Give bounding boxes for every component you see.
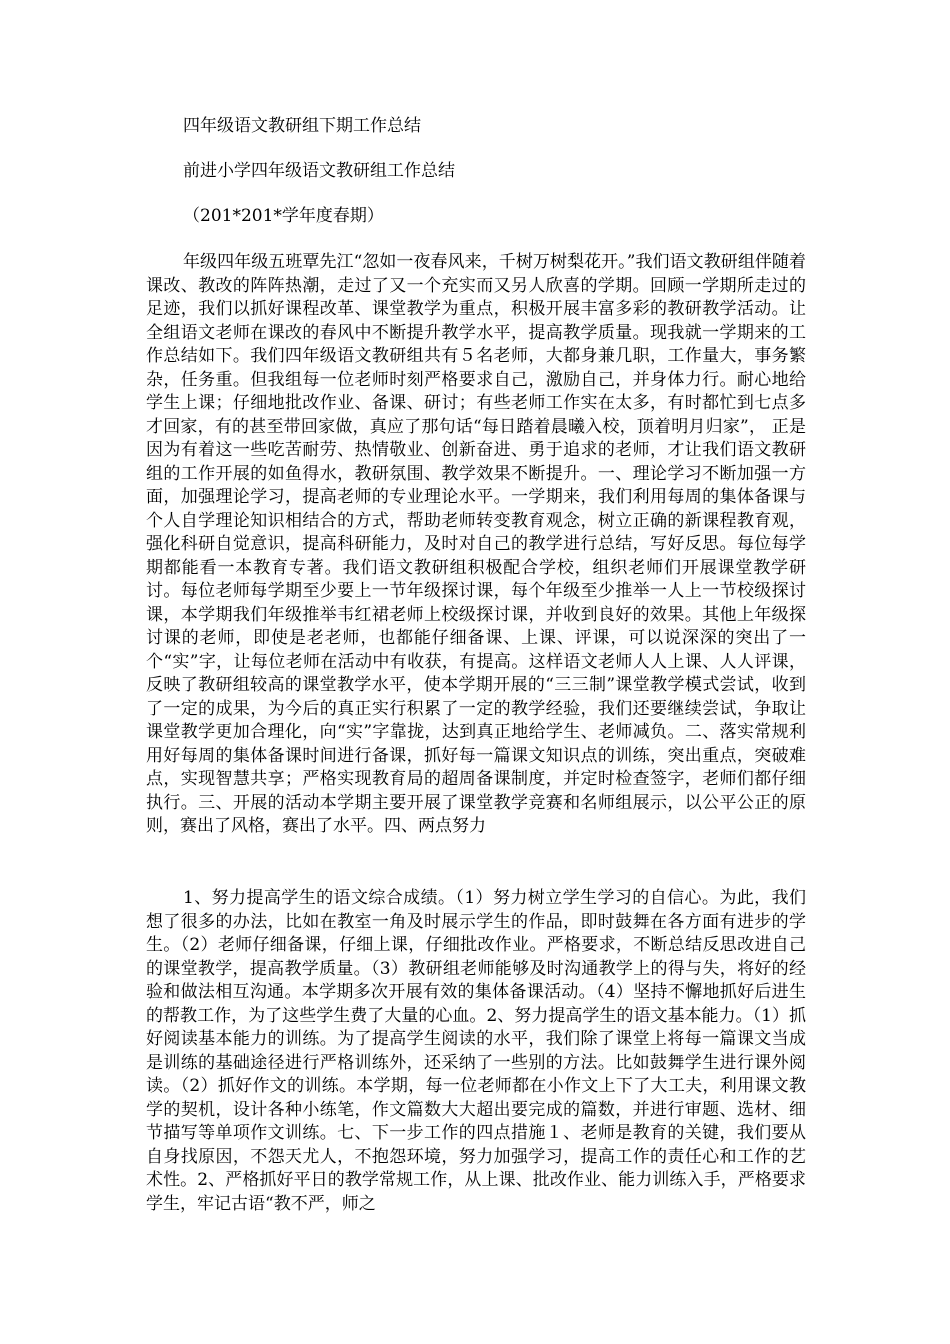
document-term: （201*201*学年度春期） — [183, 206, 384, 226]
body-paragraph-2: 1、努力提高学生的语文综合成绩。（1）努力树立学生学习的自信心。为此，我们想了很多的办法，比如在教室一角及时展示学生的作品，即时鼓舞在各方面有进步的学生。（2）老师仔细备课，仔细上课，仔细批改作业。严格要求，不断总结反思改进自己的课堂教学，提高教学质量。（3）教研组老师能够及时沟通教学上的得与失，将好的经验和做法相互沟通。本学期多次开展有效的集体备课活动。（4）坚持不懈地抓好后进生的帮教工作，为了这些学生费了大量的心血。2、努力提高学生的语文基本能力。（1）抓好阅读基本能力的训练。为了提高学生阅读的水平，我们除了课堂上将每一篇课文当成是训练的基础途径进行严格训练外，还采纳了一些别的方法。比如鼓舞学生进行课外阅读。（2）抓好作文的训练。本学期，每一位老师都在小作文上下了大工夫，利用课文教学的契机，设计各种小练笔，作文篇数大大超出要完成的篇数，并进行审题、选材、细节描写等单项作文训练。七、下一步工作的四点措施１、老师是教育的关键，我们要从自身找原因，不怨天尤人，不抱怨环境，努力加强学习，提高工作的责任心和工作的艺术性。2、严格抓好平日的教学常规工作，从上课、批改作业、能力训练入手，严格要求学生，牢记古语“教不严，师之 — [146, 888, 806, 1214]
document-subtitle: 前进小学四年级语文教研组工作总结 — [183, 161, 455, 181]
body-paragraph-1: 年级四年级五班覃先江“忽如一夜春风来，千树万树梨花开。”我们语文教研组伴随着课改、教改的阵阵热潮，走过了又一个充实而又另人欣喜的学期。回顾一学期所走过的足迹，我们以抓好课程改革、课堂教学为重点，积极开展丰富多彩的教研教学活动。让全组语文老师在课改的春风中不断提升教学水平，提高教学质量。现我就一学期来的工作总结如下。我们四年级语文教研组共有５名老师，大都身兼几职，工作量大，事务繁杂，任务重。但我组每一位老师时刻严格要求自己，激励自己，并身体力行。耐心地给学生上课；仔细地批改作业、备课、研讨；有些老师工作实在太多，有时都忙到七点多才回家，有的甚至带回家做，真应了那句话“每日踏着晨曦入校，顶着明月归家”， 正是因为有着这一些吃苦耐劳、热情敬业、创新奋进、勇于追求的老师，才让我们语文教研组的工作开展的如鱼得水，教研氛围、教学效果不断提升。一、理论学习不断加强一方面，加强理论学习，提高老师的专业理论水平。一学期来，我们利用每周的集体备课与个人自学理论知识相结合的方式，帮助老师转变教育观念，树立正确的新课程教育观，强化科研自觉意识，提高科研能力，及时对自己的教学进行总结，写好反思。每位每学期都能看一本教育专著。我们语文教研组积极配合学校，组织老师们开展课堂教学研讨。每位老师每学期至少要上一节年级探讨课，每个年级至少推举一人上一节校级探讨课，本学期我们年级推举韦红裙老师上校级探讨课，并收到良好的效果。其他上年级探讨课的老师，即使是老老师，也都能仔细备课、上课、评课，可以说深深的突出了一个“实”字，让每位老师在活动中有收获，有提高。这样语文老师人人上课、人人评课，反映了教研组较高的课堂教学水平，使本学期开展的“三三制”课堂教学模式尝试，收到了一定的成果，为今后的真正实行积累了一定的教学经验，我们还要继续尝试，争取让课堂教学更加合理化，向“实”字靠拢，达到真正地给学生、老师减负。二、落实常规利用好每周的集体备课时间进行备课，抓好每一篇课文知识点的训练，突出重点，突破难点，实现智慧共享；严格实现教育局的超周备课制度，并定时检查签字，老师们都仔细执行。三、开展的活动本学期主要开展了课堂教学竞赛和名师组展示，以公平公正的原则，赛出了风格，赛出了水平。四、两点努力 — [146, 252, 806, 836]
document-title: 四年级语文教研组下期工作总结 — [183, 116, 421, 136]
